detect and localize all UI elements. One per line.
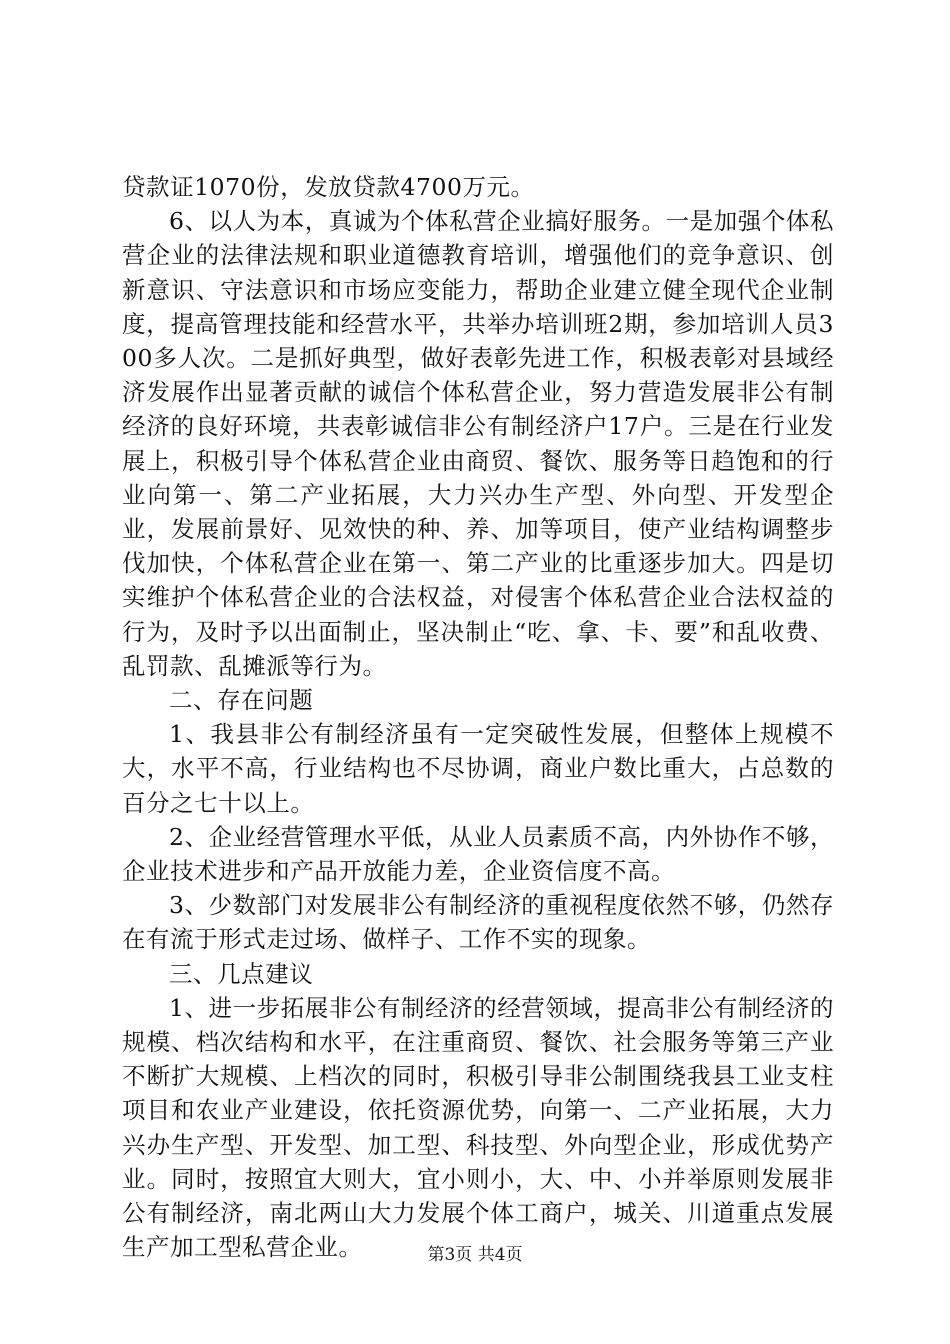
document-body (122, 170, 834, 1265)
paragraph-service-measures: 6、以人为本，真诚为个体私营企业搞好服务。一是加强个体私营企业的法律法规和职业道德教育培训，增强他们的竞争意识、创新意识、守法意识和市场应变能力，帮助企业建立健全现代企业制度，提高管理技能和经营水平，共举办培训班2期，参加培训人员300多人次。二是抓好典型，做好表彰先进工作，积极表彰对县域经济发展作出显著贡献的诚信个体私营企业，努力营造发展非公有制经济的良好环境，共表彰诚信非公有制经济户17户。三是在行业发展上，积极引导个体私营企业由商贸、餐饮、服务等日趋饱和的行业向第一、第二产业拓展，大力兴办生产型、外向型、开发型企业，发展前景好、见效快的种、养、加等项目，使产业结构调整步伐加快，个体私营企业在第一、第二产业的比重逐步加大。四是切实维护个体私营企业的合法权益，对侵害个体私营企业合法权益的行为，及时予以出面制止，坚决制止“吃、拿、卡、要”和乱收费、乱罚款、乱摊派等行为。 (122, 207, 834, 680)
paragraph-problem-1: 1、我县非公有制经济虽有一定突破性发展，但整体上规模不大，水平不高，行业结构也不尽协调，商业户数比重大，占总数的百分之七十以上。 (122, 720, 834, 817)
page-number-footer: 第3页 共4页 (427, 1245, 523, 1265)
paragraph-suggestion-1: 1、进一步拓展非公有制经济的经营领域，提高非公有制经济的规模、档次结构和水平，在注重商贸、餐饮、社会服务等第三产业不断扩大规模、上档次的同时，积极引导非公制围绕我县工业支柱项目和农业产业建设，依托资源优势，向第一、二产业拓展，大力兴办生产型、开发型、加工型、科技型、外向型企业，形成优势产业。同时，按照宜大则大，宜小则小，大、中、小并举原则发展非公有制经济，南北两山大力发展个体工商户，城关、川道重点发展生产加工型私营企业。 (122, 993, 834, 1262)
paragraph-problem-2: 2、企业经营管理水平低，从业人员素质不高，内外协作不够，企业技术进步和产品开放能力差，企业资信度不高。 (122, 822, 834, 886)
section-heading-suggestions: 三、几点建议 (169, 959, 314, 988)
section-heading-problems: 二、存在问题 (169, 686, 314, 715)
paragraph-problem-3: 3、少数部门对发展非公有制经济的重视程度依然不够，仍然存在有流于形式走过场、做样子、工作不实的现象。 (122, 891, 834, 954)
paragraph-loan-summary: 贷款证1070份，发放贷款4700万元。 (122, 173, 535, 201)
